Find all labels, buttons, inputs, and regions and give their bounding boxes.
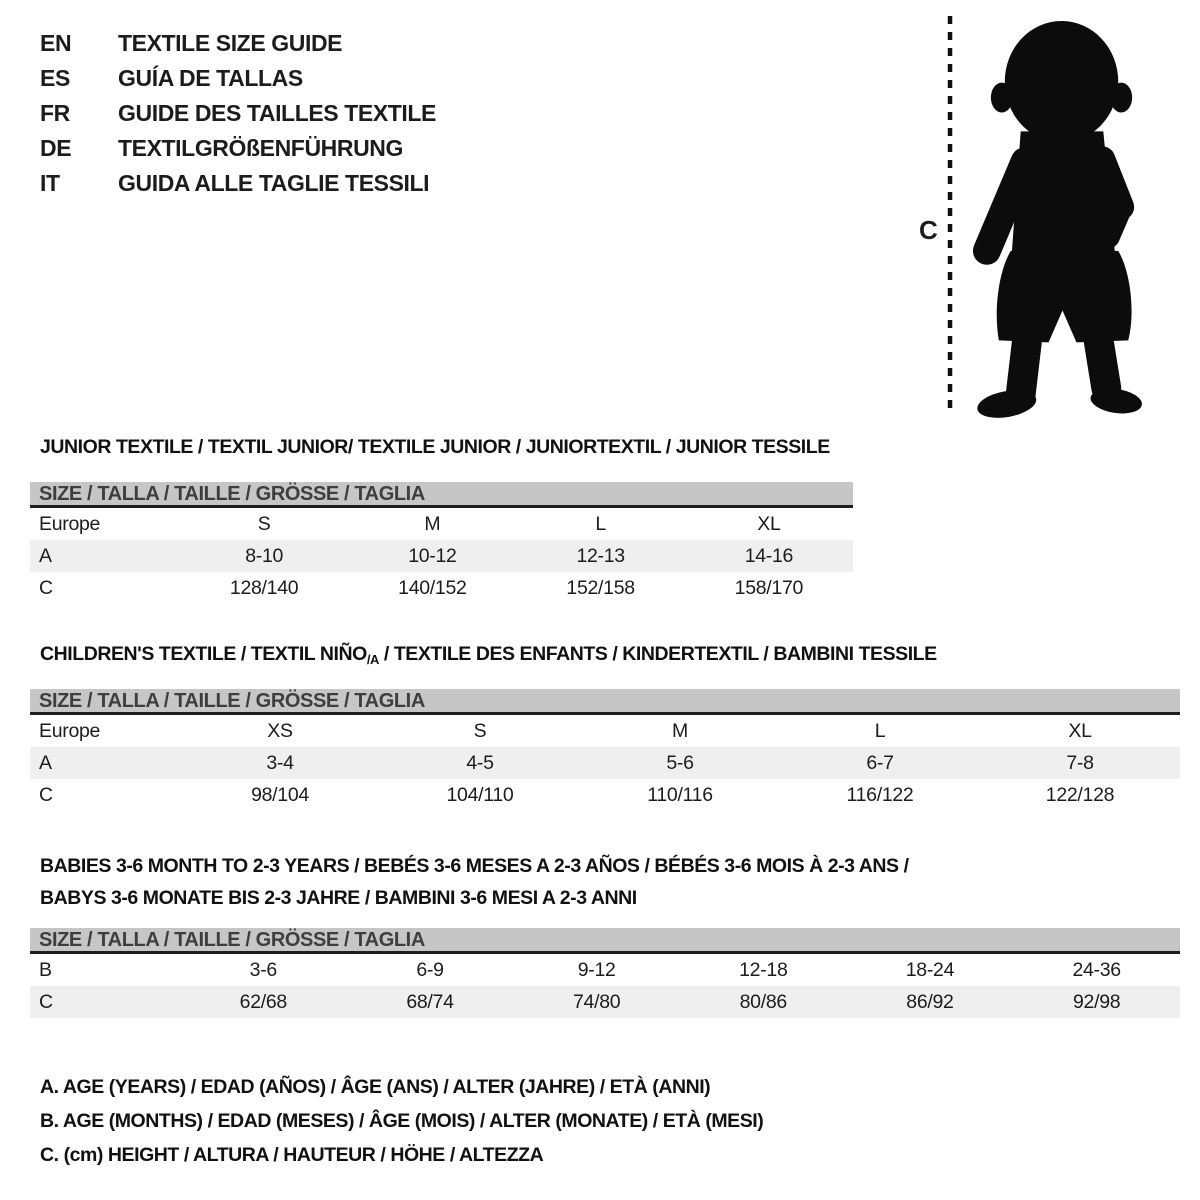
table-row [30, 572, 853, 604]
size-header-bar: SIZE / TALLA / TAILLE / GRÖSSE / TAGLIA [30, 689, 1180, 715]
children-section-heading [40, 643, 937, 666]
language-title: TEXTILGRÖßENFÜHRUNG [118, 135, 403, 161]
junior-size-table [30, 482, 853, 604]
language-code: ES [40, 65, 70, 91]
size-cell: 5-6 [666, 751, 694, 774]
size-cell: 98/104 [251, 783, 309, 806]
size-cell: XS [267, 719, 293, 742]
size-cell: 62/68 [239, 990, 287, 1013]
size-cell: 12-18 [739, 958, 788, 981]
size-cell: 116/122 [846, 783, 914, 806]
language-row [40, 131, 436, 166]
language-row [40, 26, 436, 61]
language-row [40, 96, 436, 131]
legend-line: C. (cm) HEIGHT / ALTURA / HAUTEUR / HÖHE / ALTEZZA [40, 1144, 544, 1166]
size-cell: 110/116 [647, 783, 713, 806]
babies-size-table [30, 928, 1180, 1018]
size-cell: S [257, 512, 271, 535]
legend-line: B. AGE (MONTHS) / EDAD (MESES) / ÂGE (MOIS) / ALTER (MONATE) / ETÀ (MESI) [40, 1110, 764, 1132]
size-cell: XL [1068, 719, 1092, 742]
language-title: GUIDE DES TAILLES TEXTILE [118, 100, 436, 126]
table-row [30, 508, 853, 540]
size-cell: 7-8 [1066, 751, 1094, 774]
language-row [40, 61, 436, 96]
height-measure-label: C [919, 215, 938, 245]
language-title: GUIDA ALLE TAGLIE TESSILI [118, 170, 430, 196]
size-cell: 10-12 [408, 544, 457, 567]
language-row [40, 166, 436, 201]
table-row [30, 986, 1180, 1018]
size-cell: 80/86 [739, 990, 787, 1013]
baby-silhouette-icon [962, 12, 1167, 420]
size-cell: 74/80 [572, 990, 621, 1013]
table-row [30, 540, 853, 572]
size-cell: 104/110 [446, 783, 514, 806]
babies-heading-line1: BABIES 3-6 MONTH TO 2-3 YEARS / BEBÉS 3-6 MESES A 2-3 AÑOS / BÉBÉS 3-6 MOIS À 2-3 ANS / [40, 855, 909, 877]
size-cell: 9-12 [577, 958, 616, 981]
size-cell: L [595, 512, 606, 535]
babies-section-heading [40, 850, 909, 914]
babies-heading-line2: BABYS 3-6 MONATE BIS 2-3 JAHRE / BAMBINI 3-6 MESI A 2-3 ANNI [40, 887, 637, 909]
size-cell: 3-4 [266, 751, 294, 774]
size-cell: L [874, 719, 886, 742]
size-cell: 18-24 [905, 958, 955, 981]
size-cell: M [672, 719, 688, 742]
size-cell: 92/98 [1072, 990, 1121, 1013]
size-cell: M [424, 512, 441, 535]
size-cell: 12-13 [576, 544, 625, 567]
size-cell: XL [757, 512, 781, 535]
size-cell: 86/92 [906, 990, 954, 1013]
language-title: TEXTILE SIZE GUIDE [118, 30, 343, 56]
legend-line: A. AGE (YEARS) / EDAD (AÑOS) / ÂGE (ANS) / ALTER (JAHRE) / ETÀ (ANNI) [40, 1076, 711, 1098]
size-cell: S [473, 719, 487, 742]
row-label: Europe [39, 719, 101, 742]
height-measure-dashed-line [945, 14, 955, 418]
size-header-bar: SIZE / TALLA / TAILLE / GRÖSSE / TAGLIA [30, 482, 853, 508]
table-row [30, 779, 1180, 811]
size-cell: 4-5 [466, 751, 494, 774]
size-cell: 140/152 [398, 576, 467, 599]
size-cell: 6-7 [866, 751, 894, 774]
language-code: DE [40, 135, 72, 161]
size-cell: 6-9 [416, 958, 444, 981]
size-cell: 8-10 [245, 544, 284, 567]
language-title: GUÍA DE TALLAS [118, 65, 303, 91]
size-cell: 3-6 [249, 958, 277, 981]
language-code: EN [40, 30, 72, 56]
row-label: B [39, 958, 52, 981]
table-row [30, 954, 1180, 986]
language-code: FR [40, 100, 70, 126]
size-cell: 24-36 [1072, 958, 1121, 981]
table-row [30, 715, 1180, 747]
junior-section-heading: JUNIOR TEXTILE / TEXTIL JUNIOR/ TEXTILE JUNIOR / JUNIORTEXTIL / JUNIOR TESSILE [40, 436, 830, 458]
size-cell: 152/158 [566, 576, 635, 599]
size-cell: 158/170 [734, 576, 804, 599]
row-label: C [39, 783, 53, 806]
row-label: C [39, 576, 53, 599]
language-title-list [40, 26, 436, 201]
row-label: Europe [39, 512, 101, 535]
children-heading-subscript: /A [366, 652, 379, 667]
children-heading-text-rest: / TEXTILE DES ENFANTS / KINDERTEXTIL / BAMBINI TESSILE [378, 643, 937, 665]
size-cell: 128/140 [229, 576, 299, 599]
row-label: C [39, 990, 53, 1013]
size-header-bar: SIZE / TALLA / TAILLE / GRÖSSE / TAGLIA [30, 928, 1180, 954]
size-cell: 68/74 [406, 990, 454, 1013]
row-label: A [39, 544, 52, 567]
language-code: IT [40, 170, 60, 196]
row-label: A [39, 751, 52, 774]
children-heading-text: CHILDREN'S TEXTILE / TEXTIL NIÑO [40, 643, 367, 665]
size-cell: 122/128 [1045, 783, 1115, 806]
measurement-legend [40, 1070, 763, 1172]
children-size-table [30, 689, 1180, 811]
table-row [30, 747, 1180, 779]
size-cell: 14-16 [744, 544, 794, 567]
